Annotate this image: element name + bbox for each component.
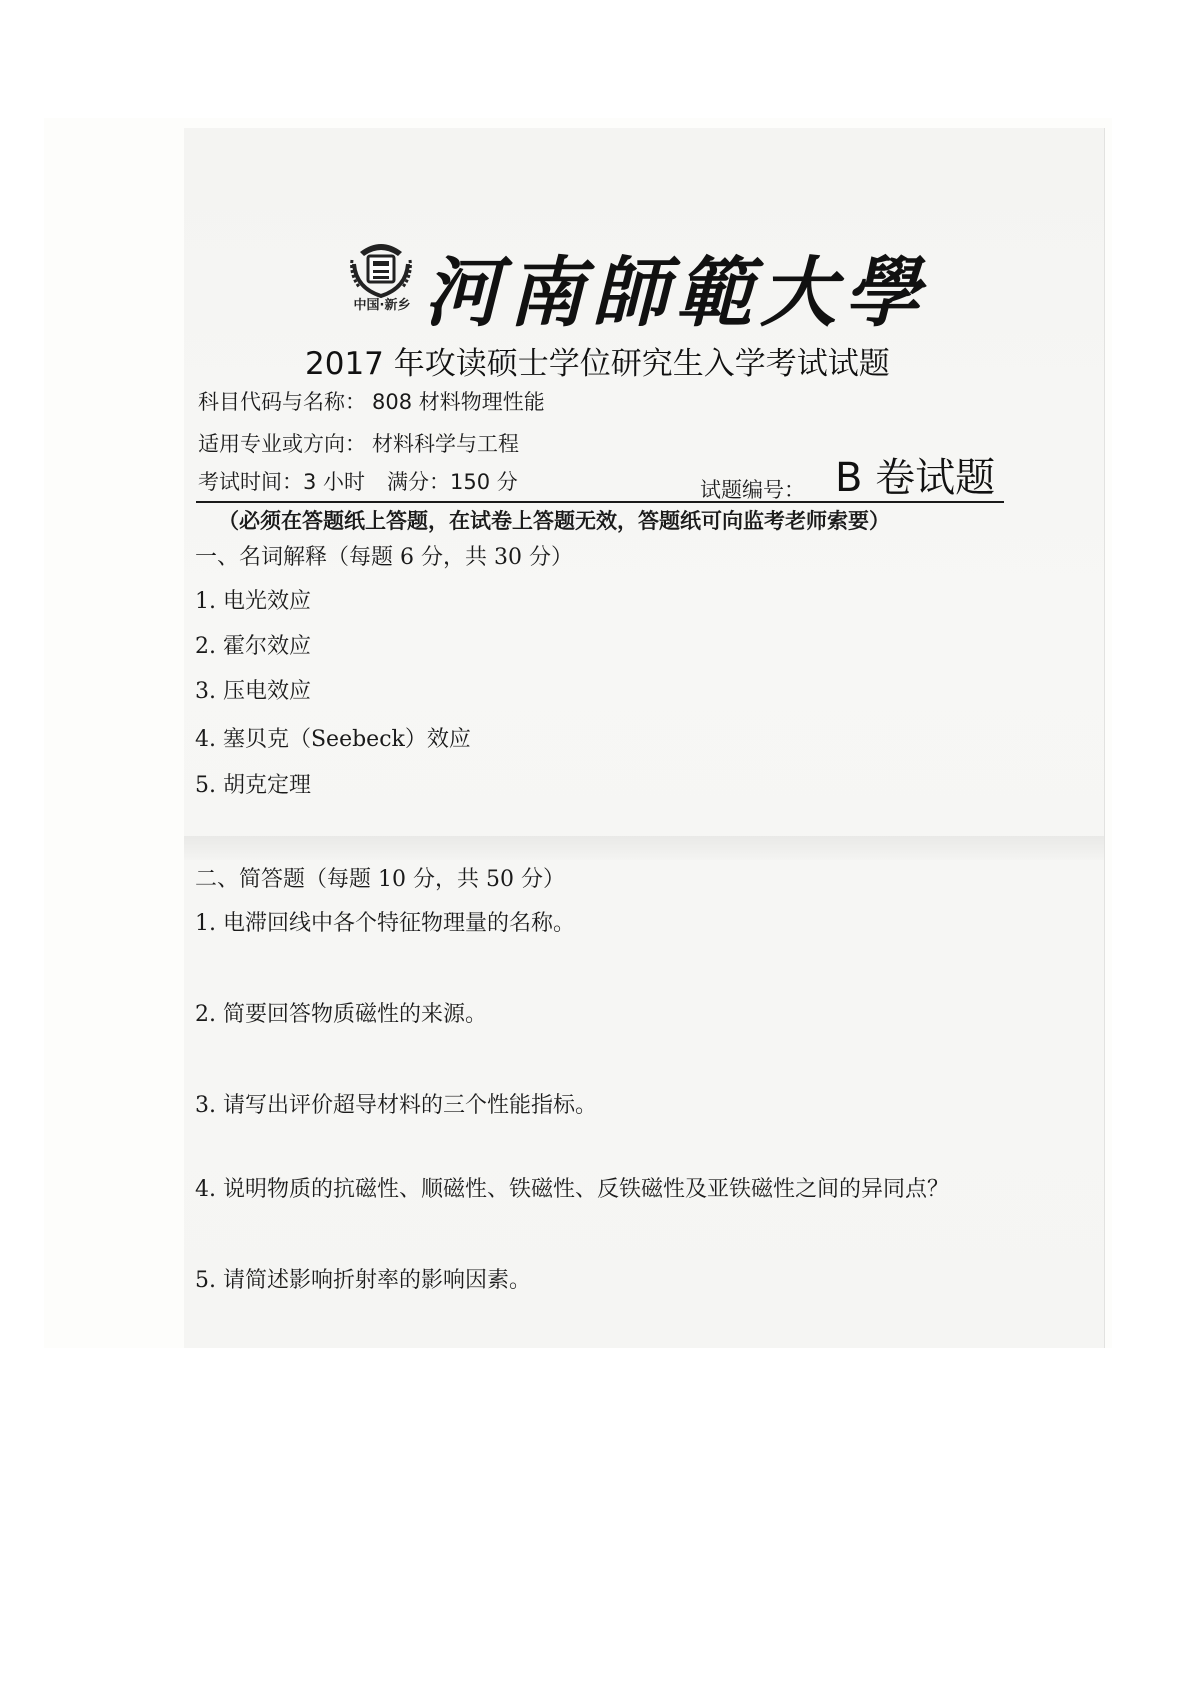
section-1-heading: 一、名词解释（每题 6 分，共 30 分） <box>195 545 573 570</box>
section-2-item: 1. 电滞回线中各个特征物理量的名称。 <box>195 911 575 936</box>
time-label: 考试时间： <box>198 470 303 494</box>
time-value: 3 小时 <box>303 470 366 494</box>
score-label: 满分： <box>387 470 451 494</box>
major-line <box>198 428 519 458</box>
subject-value: 808 材料物理性能 <box>372 390 545 414</box>
major-value: 材料科学与工程 <box>372 432 519 456</box>
section-2-item: 2. 简要回答物质磁性的来源。 <box>195 1002 487 1027</box>
section-2-item: 4. 说明物质的抗磁性、顺磁性、铁磁性、反铁磁性及亚铁磁性之间的异同点？ <box>195 1177 949 1202</box>
answer-sheet-notice: （必须在答题纸上答题，在试卷上答题无效，答题纸可向监考老师索要） <box>218 509 890 533</box>
paper-edge <box>1104 128 1105 1348</box>
section-1-item: 4. 塞贝克（Seebeck）效应 <box>195 727 471 752</box>
university-name: 河南師範大學 <box>424 248 928 337</box>
section-2-item: 3. 请写出评价超导材料的三个性能指标。 <box>195 1093 597 1118</box>
paper-fold <box>184 836 1104 860</box>
paper-number-value: B 卷试题 <box>835 455 996 501</box>
header-divider <box>196 501 1004 503</box>
score-value: 150 分 <box>450 470 518 494</box>
major-label: 适用专业或方向： <box>198 432 366 456</box>
section-1-item: 2. 霍尔效应 <box>195 634 311 659</box>
section-1-item: 1. 电光效应 <box>195 589 311 614</box>
section-1-item: 3. 压电效应 <box>195 679 311 704</box>
subject-label: 科目代码与名称： <box>198 390 366 414</box>
time-score-line <box>198 466 518 496</box>
section-1-item: 5. 胡克定理 <box>195 773 311 798</box>
exam-title: 2017 年攻读硕士学位研究生入学考试试题 <box>305 346 890 382</box>
paper-number-label: 试题编号： <box>700 478 805 502</box>
subject-line <box>198 386 545 416</box>
emblem-caption: 中国·新乡 <box>353 298 411 313</box>
section-2-item: 5. 请简述影响折射率的影响因素。 <box>195 1268 531 1293</box>
section-2-heading: 二、简答题（每题 10 分，共 50 分） <box>195 867 565 892</box>
